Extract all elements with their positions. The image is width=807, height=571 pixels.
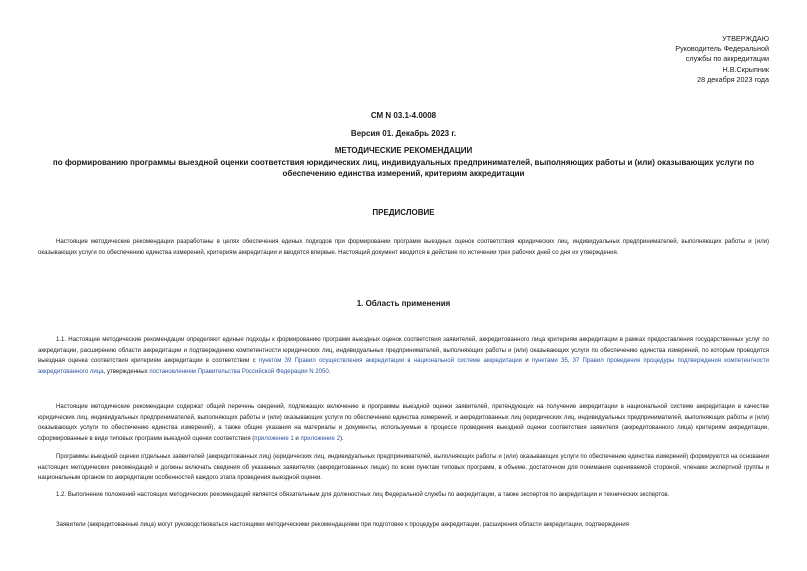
paragraph-text: , — [567, 358, 573, 365]
document-title: МЕТОДИЧЕСКИЕ РЕКОМЕНДАЦИИ — [334, 146, 473, 155]
approval-line-position-1: Руководитель Федеральной — [675, 44, 769, 54]
preface-heading: ПРЕДИСЛОВИЕ — [372, 208, 435, 217]
document-version: Версия 01. Декабрь 2023 г. — [350, 129, 457, 138]
link-government-decree[interactable]: постановлением Правительства Российской Федерации N 2050 — [149, 369, 329, 376]
paragraph-text: . — [328, 369, 331, 376]
paragraph-text: и — [521, 358, 532, 365]
paragraph-text: ). — [339, 436, 344, 443]
section-1-heading: 1. Область применения — [356, 299, 451, 308]
paragraph-text: Настоящие методические рекомендации содержат общий перечень сведений, подлежащих включению в программы выездной оценки заявителей, претендующих на получение аккредитации в национальной системе аккредитации в качестве юридических лиц, индивидуальных предпринимателей, выполняющих работы и (или) оказывающих услуги по обеспечению единства измерений, и аккредитованных лиц (юридических лиц, индивидуальных предпринимателей, выполняющих работы и (или) оказывающих услуги по обеспечению единства измерений), а также общие указания на материалы и документы, используемые в процессе проведения выездной оценки соответствия заявителя (аккредитованного лица) критериям аккредитации, сформированные в виде типовых программ выездной оценки соответствия ( — [38, 404, 769, 443]
approval-line-position-2: службы по аккредитации — [685, 54, 769, 64]
approval-line-approve: УТВЕРЖДАЮ — [722, 34, 769, 43]
paragraph-programs — [38, 452, 769, 484]
link-confirmation-rules[interactable]: 37 Правил проведения процедуры подтверждения компетентности аккредитованного лица — [38, 358, 769, 376]
approval-line-signer: Н.В.Скрыпник — [722, 64, 769, 74]
paragraph-text: 1.2. Выполнение положений настоящих методических рекомендаций является обязательным для должностных лиц Федеральной службы по аккредитации, а также экспертов по аккредитации и технических экспертов. — [56, 492, 670, 498]
paragraph-applicants — [38, 520, 769, 531]
document-subtitle: по формированию программы выездной оценки соответствия юридических лиц, индивидуальных предпринимателей, выполняющих работы и (или) оказывающих услуги по обеспечению единства измерений, критериям аккредитации — [52, 158, 755, 178]
paragraph-text: 1.1. Настоящие методические рекомендации определяют единые подходы к формированию программ выездных оценок соответствия заявителей, аккредитованного лица критериям аккредитации в рамках предоставления государственных услуг по аккредитации, расширению области аккредитации и подтверждению компетентности юридических лиц, индивидуальных предпринимателей, выполняющих работы и (или) оказывающих услуги по обеспечению единства измерений, по которым проводится выездная оценка соответствия критериям аккредитации в соответствии с — [38, 337, 769, 365]
paragraph-text: , утвержденных — [103, 369, 150, 376]
paragraph-1-1 — [38, 335, 769, 378]
preface-text: Настоящие методические рекомендации разработаны в целях обеспечения единых подходов при формировании программ выездных оценок соответствия юридических лиц, индивидуальных предпринимателей, выполняющих работы и (или) оказывающих услуги по обеспечению единства измерений, критериям аккредитации и вводятся впервые. Настоящий документ вводится в действие по истечении трех рабочих дней со дня их утверждения. — [38, 239, 769, 256]
link-appendix-2[interactable]: приложение 2 — [300, 436, 340, 443]
document-code: СМ N 03.1-4.0008 — [370, 111, 437, 120]
paragraph-methods — [38, 402, 769, 445]
paragraph-1-2 — [38, 490, 769, 501]
paragraph-text: Заявители (аккредитованные лица) могут руководствоваться настоящими методическими рекомендациями при подготовке к процедуре аккредитации, расширения области аккредитации, подтверждения — [56, 522, 629, 528]
link-accreditation-rules[interactable]: пунктом 39 Правил осуществления аккредитации в национальной системе аккредитации — [258, 358, 522, 365]
link-items-35[interactable]: пунктами 35 — [531, 358, 568, 365]
link-appendix-1[interactable]: приложение 1 — [254, 436, 294, 443]
paragraph-text: Программы выездной оценки отдельных заявителей (аккредитованных лиц) (юридических лиц, индивидуальных предпринимателей, выполняющих работы и (или) оказывающих услуги по обеспечению единства измерений) формируются на основании настоящих методических рекомендаций и должны включать сведения об указанных заявителях (аккредитованных лицах) по всем пунктам типовых программ, в объеме, достаточном для понимания оцениваемой стороной, членами экспертной группы и национальным органом по аккредитации особенностей каждого этапа проведения выездной оценки. — [38, 454, 769, 482]
approval-block — [569, 34, 769, 85]
approval-line-date: 28 декабря 2023 года — [697, 74, 769, 84]
preface-paragraph — [38, 237, 769, 258]
paragraph-text: и — [293, 436, 301, 443]
